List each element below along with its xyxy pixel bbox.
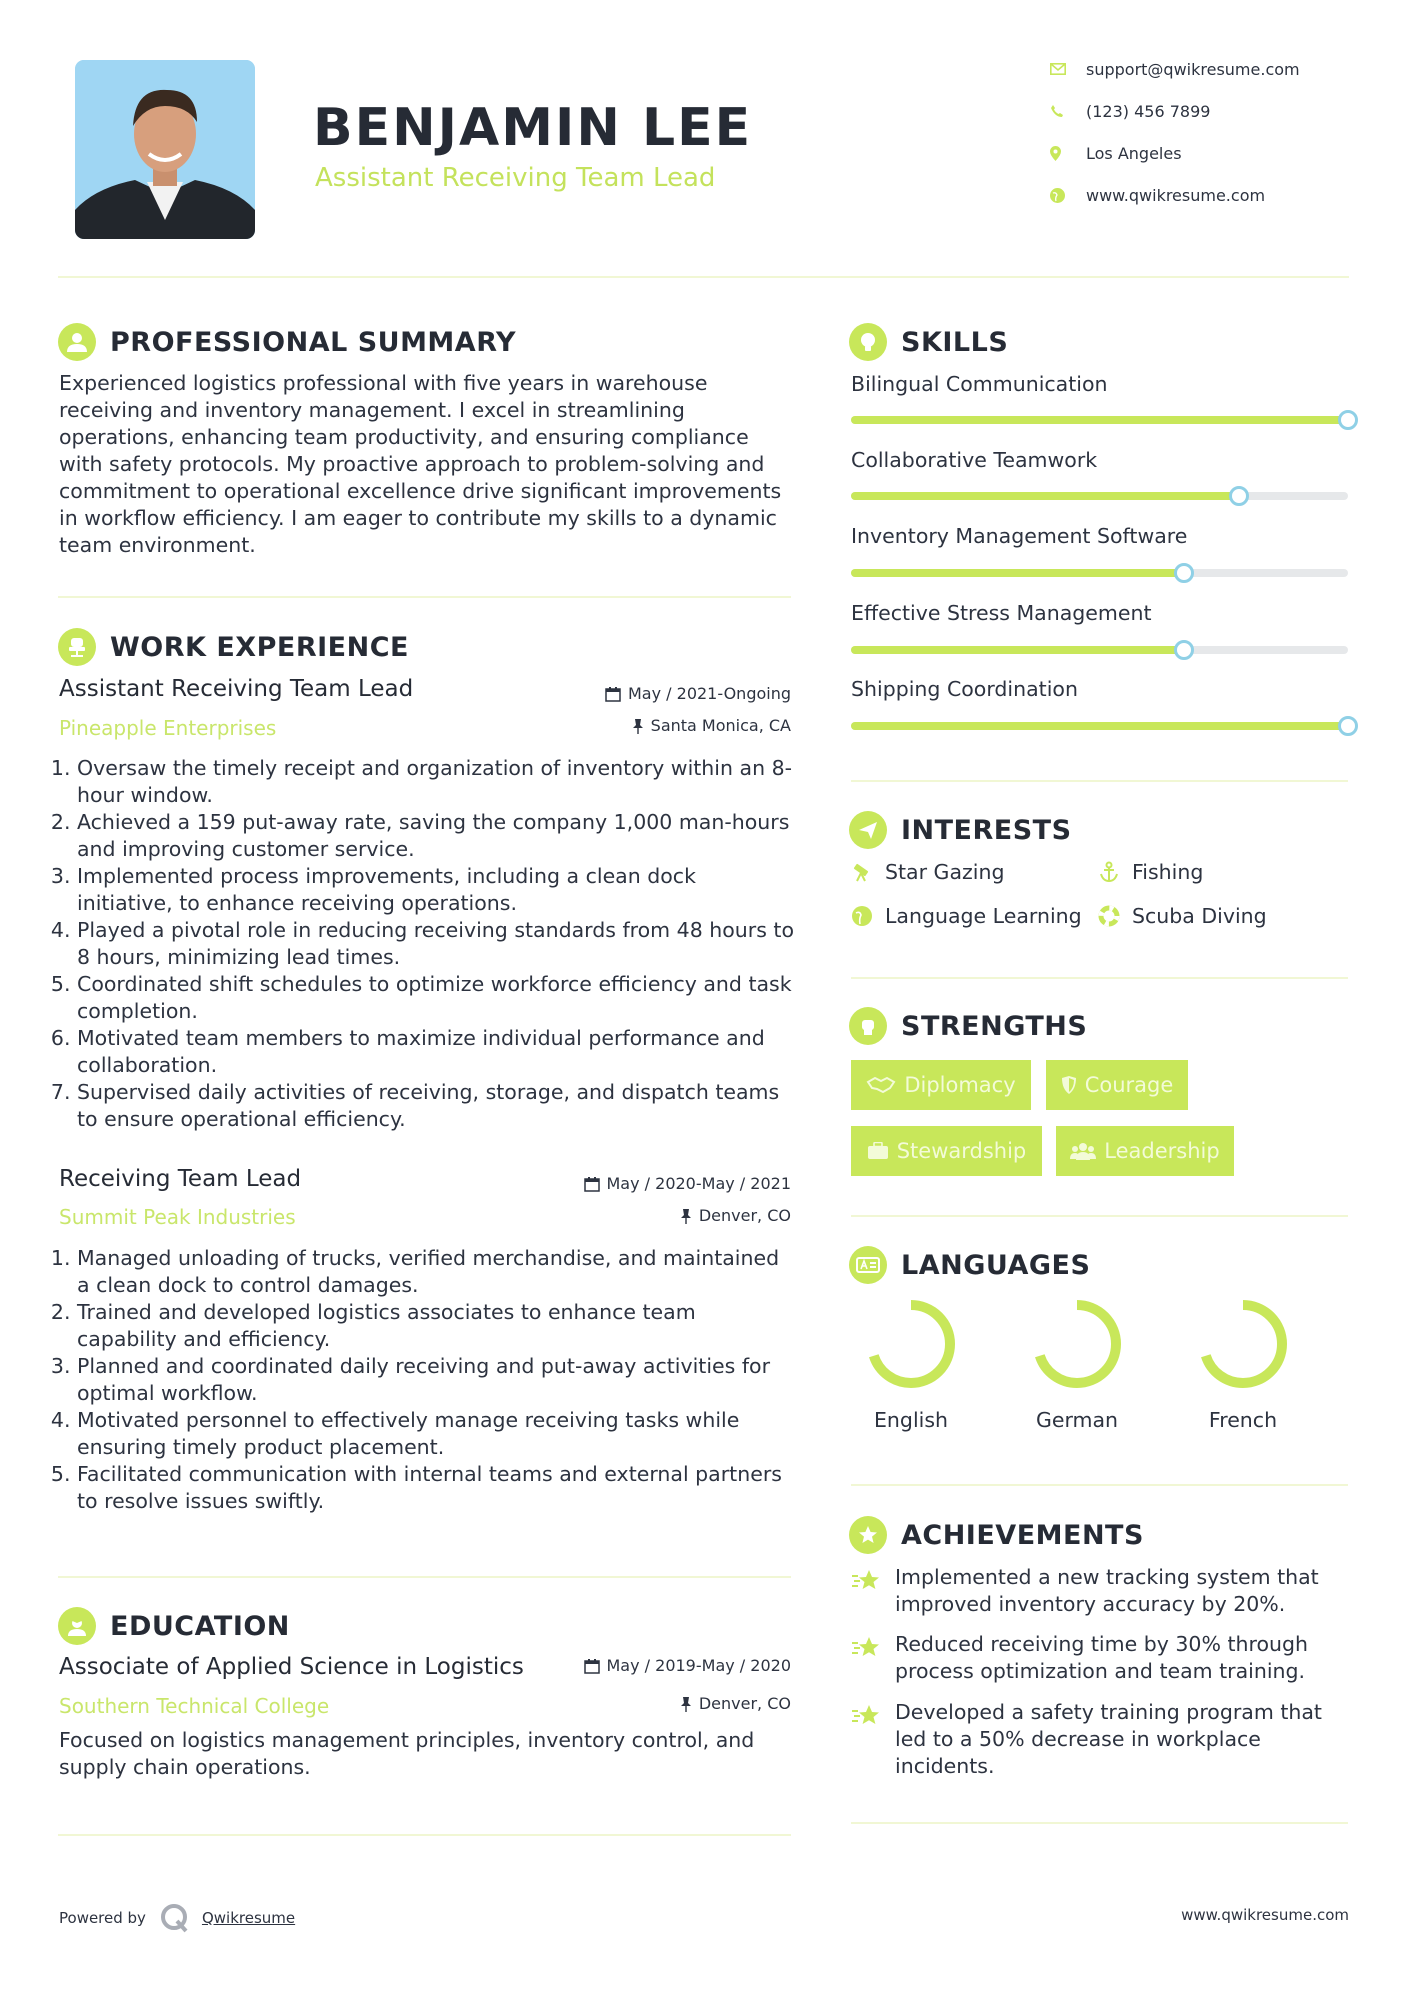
achievements-divider	[851, 1822, 1348, 1824]
skill-4-bar	[851, 646, 1348, 654]
interest-1	[851, 860, 1004, 884]
interests-title: INTERESTS	[901, 814, 1072, 846]
education-location-text: Denver, CO	[698, 1694, 791, 1713]
skill-5-bar	[851, 722, 1348, 730]
language-english	[851, 1294, 971, 1432]
users-icon	[1070, 1142, 1096, 1160]
candidate-title: Assistant Receiving Team Lead	[315, 163, 716, 193]
list-item: 3. Implemented process improvements, including a clean dock initiative, to enhance receiving operations.	[77, 863, 794, 917]
lightbulb-icon	[849, 323, 887, 361]
list-item: 5. Facilitated communication with internal teams and external partners to resolve issues swiftly.	[77, 1461, 794, 1515]
education-title: EDUCATION	[110, 1610, 290, 1642]
job-1-title: Assistant Receiving Team Lead	[59, 676, 414, 702]
graduate-icon	[58, 1607, 96, 1645]
skill-bar-handle	[1338, 716, 1358, 736]
skill-bar-fill	[851, 722, 1348, 730]
job-2-date	[540, 1174, 791, 1193]
achievement-1	[851, 1564, 1348, 1618]
achievements-title: ACHIEVEMENTS	[901, 1519, 1144, 1551]
language-german-label: German	[1035, 1408, 1119, 1432]
user-icon	[58, 323, 96, 361]
skill-bar-handle	[1338, 410, 1358, 430]
education-degree: Associate of Applied Science in Logistics	[59, 1654, 524, 1680]
education-date	[540, 1656, 791, 1675]
skill-2-label: Collaborative Teamwork	[851, 448, 1098, 472]
contact-phone-text: (123) 456 7899	[1086, 101, 1211, 121]
footer-url[interactable]: www.qwikresume.com	[1181, 1906, 1349, 1924]
achievement-2-text: Reduced receiving time by 30% through process optimization and team training.	[895, 1632, 1308, 1683]
phone-icon	[1050, 104, 1086, 118]
skill-4-label: Effective Stress Management	[851, 601, 1152, 625]
strength-label: Leadership	[1104, 1139, 1220, 1163]
contact-location-text: Los Angeles	[1086, 143, 1182, 163]
education-description: Focused on logistics management principles, inventory control, and supply chain operations.	[59, 1728, 755, 1779]
translate-icon	[849, 1246, 887, 1284]
interest-2-label: Fishing	[1132, 860, 1204, 884]
qwikresume-link[interactable]: Qwikresume	[201, 1909, 296, 1927]
list-item: 1. Oversaw the timely receipt and organization of inventory within an 8-hour window.	[77, 755, 794, 809]
language-german-ring	[1017, 1294, 1137, 1394]
job-2-title: Receiving Team Lead	[59, 1166, 302, 1192]
language-french	[1183, 1294, 1303, 1432]
location-pin-icon	[1050, 146, 1086, 161]
skill-bar-fill	[851, 569, 1184, 577]
star-trophy-icon	[851, 1702, 883, 1728]
star-trophy-icon	[851, 1567, 883, 1593]
strength-chip-leadership	[1056, 1126, 1234, 1176]
skills-heading	[849, 322, 1008, 362]
contact-website[interactable]	[1050, 183, 1265, 207]
contact-phone[interactable]	[1050, 99, 1210, 123]
languages-title: LANGUAGES	[901, 1249, 1091, 1281]
briefcase-icon	[867, 1142, 889, 1160]
contact-email[interactable]	[1050, 57, 1300, 81]
achievement-3-text: Developed a safety training program that led to a 50% decrease in workplace incidents.	[895, 1700, 1322, 1778]
skill-bar-handle	[1229, 486, 1249, 506]
skill-bar-fill	[851, 646, 1184, 654]
job-2-date-text: May / 2020-May / 2021	[606, 1174, 791, 1193]
skill-1-label: Bilingual Communication	[851, 372, 1108, 396]
list-item: 4. Motivated personnel to effectively manage receiving tasks while ensuring timely product placement.	[77, 1407, 794, 1461]
job-1-location	[540, 716, 791, 735]
skill-3-bar	[851, 569, 1348, 577]
chair-icon	[58, 628, 96, 666]
achievements-heading	[849, 1515, 1144, 1555]
contact-location	[1050, 141, 1182, 165]
globe-icon	[851, 905, 873, 927]
telescope-icon	[851, 861, 873, 883]
job-1-location-text: Santa Monica, CA	[650, 716, 791, 735]
summary-title: PROFESSIONAL SUMMARY	[110, 326, 517, 358]
achievement-3	[851, 1699, 1348, 1780]
star-trophy-icon	[851, 1634, 883, 1660]
pushpin-icon	[680, 1208, 692, 1224]
languages-list	[851, 1294, 1348, 1454]
list-item: 4. Played a pivotal role in reducing receiving standards from 48 hours to 8 hours, minimizing lead times.	[77, 917, 794, 971]
globe-icon	[1050, 188, 1086, 203]
job-1-date-text: May / 2021-Ongoing	[628, 684, 791, 703]
profile-photo	[75, 60, 255, 239]
strength-chip-stewardship	[851, 1126, 1042, 1176]
skill-3-label: Inventory Management Software	[851, 524, 1188, 548]
list-item: 1. Managed unloading of trucks, verified merchandise, and maintained a clean dock to control damages.	[77, 1245, 794, 1299]
language-french-label: French	[1208, 1408, 1278, 1432]
education-school: Southern Technical College	[59, 1694, 330, 1718]
summary-heading	[58, 322, 516, 362]
skills-title: SKILLS	[901, 326, 1009, 358]
calendar-icon	[584, 1658, 600, 1674]
job-1-date	[540, 684, 791, 703]
anchor-icon	[1098, 861, 1120, 883]
strengths-divider	[851, 1215, 1348, 1217]
education-heading	[58, 1606, 290, 1646]
interest-4-label: Scuba Diving	[1132, 904, 1267, 928]
job-1-company: Pineapple Enterprises	[59, 716, 277, 740]
strength-label: Stewardship	[896, 1139, 1027, 1163]
list-item: 5. Coordinated shift schedules to optimize workforce efficiency and task completion.	[77, 971, 794, 1025]
strengths-title: STRENGTHS	[901, 1010, 1088, 1042]
strength-label: Courage	[1084, 1073, 1174, 1097]
candidate-name: BENJAMIN LEE	[313, 98, 753, 158]
achievement-2	[851, 1631, 1348, 1685]
medal-icon	[849, 1516, 887, 1554]
contact-email-text: support@qwikresume.com	[1086, 59, 1300, 79]
pushpin-icon	[632, 718, 644, 734]
languages-heading	[849, 1245, 1090, 1285]
job-2-bullets	[59, 1245, 794, 1515]
pushpin-icon	[680, 1696, 692, 1712]
mail-icon	[1050, 63, 1086, 75]
job-2-location-text: Denver, CO	[698, 1206, 791, 1225]
raised-fist-icon	[849, 1007, 887, 1045]
shield-icon	[1061, 1076, 1077, 1094]
interests-divider	[851, 977, 1348, 979]
strength-label: Diplomacy	[904, 1073, 1016, 1097]
list-item: 3. Planned and coordinated daily receiving and put-away activities for optimal workflow.	[77, 1353, 794, 1407]
language-german	[1017, 1294, 1137, 1432]
experience-title: WORK EXPERIENCE	[110, 631, 409, 663]
education-date-text: May / 2019-May / 2020	[606, 1656, 791, 1675]
interest-1-label: Star Gazing	[885, 860, 1005, 884]
achievement-1-text: Implemented a new tracking system that improved inventory accuracy by 20%.	[895, 1565, 1319, 1616]
qwikresume-logo-icon	[160, 1903, 190, 1933]
summary-divider	[58, 596, 791, 598]
job-1-bullets	[59, 755, 794, 1133]
skill-bar-fill	[851, 492, 1239, 500]
footer-powered-by	[59, 1903, 295, 1933]
list-item: 7. Supervised daily activities of receiving, storage, and dispatch teams to ensure operational efficiency.	[77, 1079, 794, 1133]
language-english-ring	[851, 1294, 971, 1394]
summary-text: Experienced logistics professional with five years in warehouse receiving and inventory management. I excel in streamlining operations, enhancing team productivity, and ensuring compliance with safety protocols. My proactive approach to problem-solving and commitment to operational excellence drive significant improvements in workflow efficiency. I am eager to contribute my skills to a dynamic team environment.	[59, 371, 782, 557]
education-location	[540, 1694, 791, 1713]
life-ring-icon	[1098, 905, 1120, 927]
skill-1-bar	[851, 416, 1348, 424]
interests-heading	[849, 810, 1072, 850]
list-item: 6. Motivated team members to maximize individual performance and collaboration.	[77, 1025, 794, 1079]
experience-divider	[58, 1576, 791, 1578]
experience-heading	[58, 627, 409, 667]
interest-3	[851, 904, 1082, 928]
languages-divider	[851, 1484, 1348, 1486]
skill-2-bar	[851, 492, 1348, 500]
list-item: 2. Trained and developed logistics associates to enhance team capability and efficiency.	[77, 1299, 794, 1353]
contact-website-text: www.qwikresume.com	[1086, 185, 1266, 205]
skill-bar-handle	[1174, 563, 1194, 583]
paper-plane-icon	[849, 811, 887, 849]
handshake-icon	[866, 1076, 896, 1094]
powered-by-text: Powered by	[59, 1909, 146, 1927]
interest-2	[1098, 860, 1203, 884]
list-item: 2. Achieved a 159 put-away rate, saving the company 1,000 man-hours and improving customer service.	[77, 809, 794, 863]
language-english-label: English	[873, 1408, 949, 1432]
interest-4	[1098, 904, 1267, 928]
skill-bar-fill	[851, 416, 1348, 424]
skill-bar-handle	[1174, 640, 1194, 660]
skill-5-label: Shipping Coordination	[851, 677, 1078, 701]
job-2-company: Summit Peak Industries	[59, 1205, 296, 1229]
strength-chip-diplomacy	[851, 1060, 1031, 1110]
language-french-ring	[1183, 1294, 1303, 1394]
job-2-location	[540, 1206, 791, 1225]
education-divider	[58, 1834, 791, 1836]
skills-divider	[851, 780, 1348, 782]
strengths-heading	[849, 1006, 1087, 1046]
strength-chip-courage	[1046, 1060, 1188, 1110]
calendar-icon	[605, 686, 621, 702]
interest-3-label: Language Learning	[885, 904, 1082, 928]
calendar-icon	[584, 1176, 600, 1192]
header-divider	[58, 276, 1349, 278]
